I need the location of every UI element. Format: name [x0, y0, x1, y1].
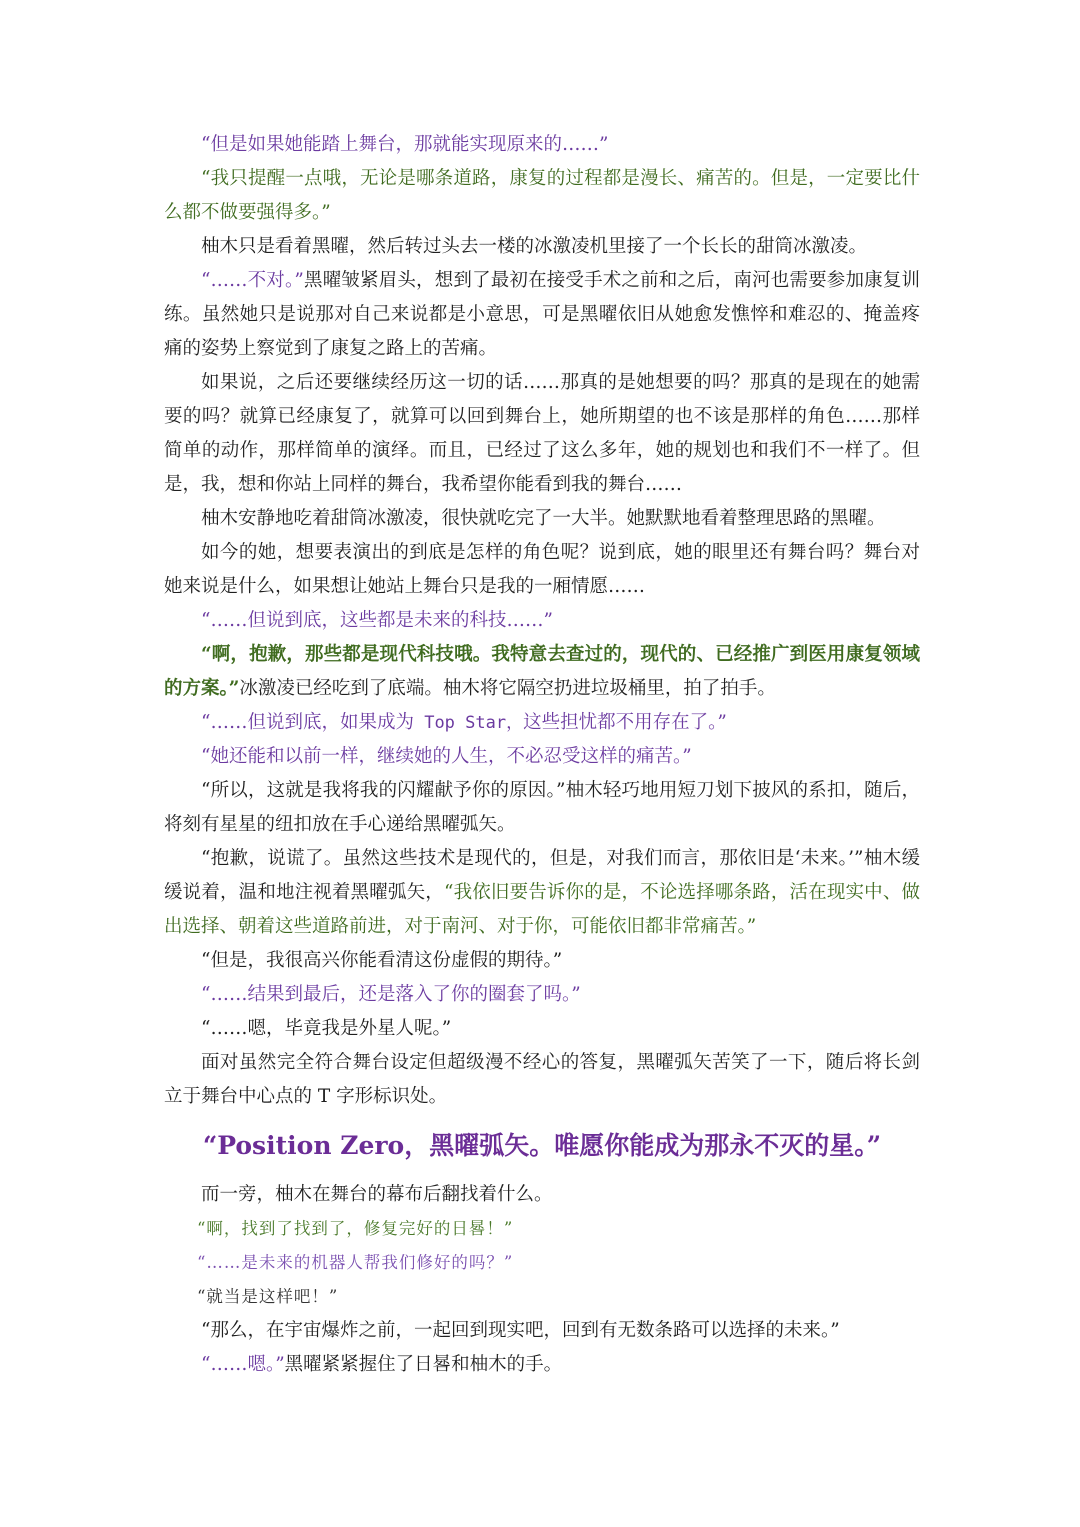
paragraph	[164, 264, 920, 366]
paragraph: 如今的她，想要表演出的到底是怎样的角色呢？说到底，她的眼里还有舞台吗？舞台对她来说是什么，如果想让她站上舞台只是我的一厢情愿……	[164, 542, 920, 597]
dialogue-part: 这些担忧都不用存在了。”	[523, 712, 727, 733]
paragraph	[164, 842, 920, 944]
dialogue-quote: “我依旧要告诉你的是，不论选择哪条路，活在现实中、做出选择、朝着这些道路前进，对于南河、对于你，可能依旧都非常痛苦。”	[164, 882, 920, 937]
centered-heading: “Position Zero，黑曜弧矢。唯愿你能成为那永不灭的星。”	[202, 1131, 882, 1160]
dialogue-part-mono: Top Star，	[413, 713, 524, 733]
paragraph	[164, 706, 920, 740]
dialogue-quote: “……嗯。”	[201, 1354, 285, 1375]
paragraph: 面对虽然完全符合舞台设定但超级漫不经心的答复，黑曜弧矢苦笑了一下，随后将长剑立于舞台中心点的 T 字形标识处。	[164, 1052, 920, 1107]
paragraph: “就当是这样吧！”	[197, 1287, 339, 1306]
paragraph: “……是未来的机器人帮我们修好的吗？”	[197, 1253, 514, 1272]
dialogue-quote: “……不对。”	[201, 270, 304, 291]
paragraph: “她还能和以前一样，继续她的人生，不必忍受这样的痛苦。”	[201, 746, 692, 767]
paragraph: 柚木安静地吃着甜筒冰激凌，很快就吃完了一大半。她默默地看着整理思路的黑曜。	[201, 508, 886, 529]
paragraph: 柚木只是看着黑曜，然后转过头去一楼的冰激凌机里接了一个长长的甜筒冰激凌。	[201, 236, 868, 257]
paragraph: “但是如果她能踏上舞台，那就能实现原来的……”	[201, 134, 609, 155]
narration: 黑曜紧紧握住了日晷和柚木的手。	[284, 1354, 563, 1375]
paragraph: “……嗯，毕竟我是外星人呢。”	[201, 1018, 452, 1039]
paragraph: 如果说，之后还要继续经历这一切的话……那真的是她想要的吗？那真的是现在的她需要的吗？就算已经康复了，就算可以回到舞台上，她所期望的也不该是那样的角色……那样简单的动作，那样简单的演绎。而且，已经过了这么多年，她的规划也和我们不一样了。但是，我，想和你站上同样的舞台，我希望你能看到我的舞台……	[164, 372, 920, 495]
paragraph	[164, 1348, 920, 1382]
document-page	[164, 128, 920, 1382]
narration: 黑曜皱紧眉头，想到了最初在接受手术之前和之后，南河也需要参加康复训练。虽然她只是说那对自己来说都是小意思，可是黑曜依旧从她愈发憔悴和难忍的、掩盖疼痛的姿势上察觉到了康复之路上的苦痛。	[164, 270, 920, 359]
paragraph: “但是，我很高兴你能看清这份虚假的期待。”	[201, 950, 563, 971]
narration: 柚木缓缓说着，温和地注视着黑曜弧矢，	[164, 848, 920, 903]
paragraph: “那么，在宇宙爆炸之前，一起回到现实吧，回到有无数条路可以选择的未来。”	[201, 1320, 840, 1341]
dialogue-part: “抱歉，说谎了。虽然这些技术是现代的，但是，对我们而言，那依旧是‘未来。’”	[201, 848, 864, 869]
paragraph: “啊，找到了找到了，修复完好的日晷！”	[197, 1219, 514, 1238]
dialogue-quote: “啊，抱歉，那些都是现代科技哦。我特意去查过的，现代的、已经推广到医用康复领域的方案。”	[164, 644, 920, 699]
paragraph: “……但说到底，这些都是未来的科技……”	[201, 610, 553, 631]
narration: 冰激凌已经吃到了底端。柚木将它隔空扔进垃圾桶里，拍了拍手。	[239, 678, 776, 699]
paragraph: “……结果到最后，还是落入了你的圈套了吗。”	[201, 984, 581, 1005]
paragraph: “我只提醒一点哦，无论是哪条道路，康复的过程都是漫长、痛苦的。但是，一定要比什么都不做要强得多。”	[164, 168, 920, 223]
paragraph: 而一旁，柚木在舞台的幕布后翻找着什么。	[201, 1184, 553, 1205]
dialogue-part: “……但说到底，如果成为	[201, 712, 414, 733]
paragraph	[164, 638, 920, 706]
paragraph: “所以，这就是我将我的闪耀献予你的原因。”柚木轻巧地用短刀划下披风的系扣，随后，将刻有星星的纽扣放在手心递给黑曜弧矢。	[164, 780, 920, 835]
